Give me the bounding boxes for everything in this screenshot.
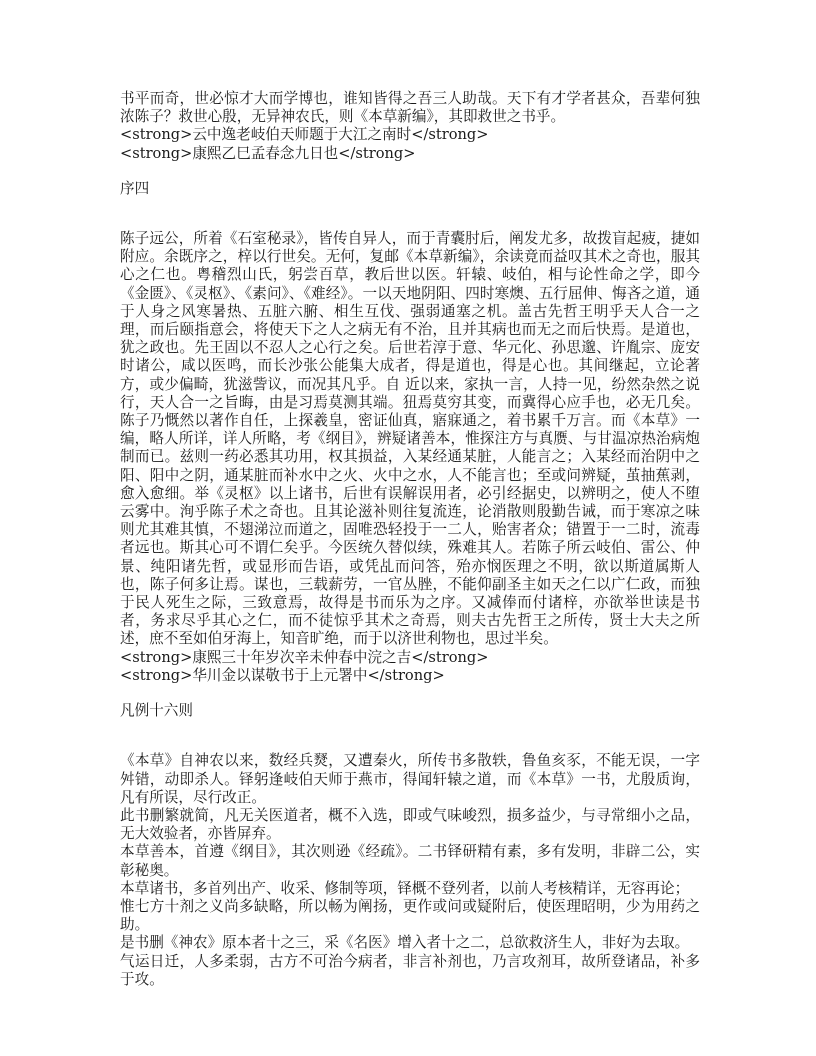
preface-four <box>120 180 700 685</box>
rule-item: 《本草》自神农以来，数经兵燹，又遭秦火，所传书多散轶，鲁鱼亥豕，不能无误，一字舛错，动即杀人。铎躬逢岐伯天师于燕市，得闻轩辕之道，而《本草》一书，尤殷质询，凡有所误，尽行改正。 <box>120 752 700 806</box>
preface-three-closing-paragraph: 书平而奇，世必惊才大而学博也，谁知皆得之吾三人助哉。天下有才学者甚众，吾辈何独浓陈子？救世心殷，无异神农氏，则《本草新编》，其即救世之书乎。 <box>120 90 700 126</box>
preface-four-paragraph: 陈子远公，所着《石室秘录》，皆传自异人，而于青囊肘后，阐发尤多，故拨盲起疲，捷如附应。余既序之，梓以行世矣。无何，复邮《本草新编》，余读竟而益叹其术之奇也，服其心之仁也。粤稽烈山氏，躬尝百草，教后世以医。轩辕、岐伯，相与论性命之学，即今《金匮》、《灵枢》、《素问》、《难经》。一以天地阴阳、四时寒燠、五行屈伸、悔吝之道，通于人身之风寒暑热、五脏六腑、相生互伐、强弱通塞之机。盖古先哲王明乎天人合一之理，而后颐指意会，将使天下之人之病无有不治，且并其病也而无之而后快焉。是道也，犹之政也。先王固以不忍人之心行之矣。后世若淳于意、华元化、孙思邈、许胤宗、庞安时诸公，咸以医鸣，而长沙张公能集大成者，得是道也，得是心也。其间继起，立论著方，或少偏畸，犹滋訾议，而况其凡乎。自 近以来，家执一言，人持一见，纷然杂然之说行，天人合一之旨晦，由是习焉莫测其端。狃焉莫穷其变，而冀得心应手也，必无几矣。陈子乃慨然以著作自任，上探羲皇，密证仙真，寤寐通之，着书累千万言。而《本草》一编，略人所详，详人所略，考《纲目》，辨疑诸善本，惟探注方与真赝、与甘温凉热治病炮制而已。兹则一药必悉其功用，权其损益，入某经通某脏，人能言之；入某经而治阴中之阳、阳中之阴，通某脏而补水中之火、火中之水，人不能言也；至或问辨疑，茧抽蕉剥，愈入愈细。举《灵枢》以上诸书，后世有误解误用者，必引经据史，以辨明之，使人不堕云雾中。洵乎陈子术之奇也。且其论滋补则往复流连，论消散则殷勤告诫，而于寒凉之味则尤其难其慎，不翅涕泣而道之，固唯恐轻投于一二人，贻害者众；错置于一二时，流毒者远也。斯其心可不谓仁矣乎。今医统久替似续，殊难其人。若陈子所云岐伯、雷公、仲景、纯阳诸先哲，或显形而告语，或凭乩而问答，殆亦悯医理之不明，欲以斯道属斯人也，陈子何多让焉。谋也，三载薪劳，一官丛脞，不能仰副圣主如天之仁以广仁政，而独于民人死生之际，三致意焉，故得是书而乐为之序。又减俸而付诸梓，亦欲举世读是书者，务求尽乎其心之仁，而不徒惊乎其术之奇焉，则夫古先哲王之所传，贤士大夫之所述，庶不至如伯牙海上，知音旷绝，而于以济世利物也，思过半矣。 <box>120 230 700 648</box>
general-rules-heading: 凡例十六则 <box>120 702 193 720</box>
general-rules <box>120 702 700 989</box>
preface-three-tail <box>120 90 700 163</box>
rule-item: 惟七方十剂之义尚多缺略，所以畅为阐扬，更作或问或疑附后，使医理昭明，少为用药之助。 <box>120 897 700 934</box>
preface-three-signature-author: <strong>云中逸老岐伯天师题于大江之南时</strong> <box>120 126 489 144</box>
preface-four-heading: 序四 <box>120 179 150 197</box>
rule-item: 本草诸书，多首列出产、收采、修制等项，铎概不登列者，以前人考核精详，无容再论； <box>120 879 690 897</box>
preface-four-signature-date: <strong>康熙三十年岁次辛未仲春中浣之吉</strong> <box>120 648 489 666</box>
document-page <box>120 90 700 989</box>
preface-four-signature-author: <strong>华川金以谋敬书于上元署中</strong> <box>120 666 445 684</box>
rule-item: 是书删《神农》原本者十之三，采《名医》增入者十之二，总欲救济生人，非好为去取。 <box>120 934 690 952</box>
rule-item: 本草善本，首遵《纲目》，其次则逊《经疏》。二书铎研精有素，多有发明，非辟二公，实彰秘奥。 <box>120 843 700 879</box>
rule-item: 气运日迁，人多柔弱，古方不可治今病者，非言补剂也，乃言攻剂耳，故所登诸品，补多于攻。 <box>120 952 700 988</box>
preface-three-signature-date: <strong>康熙乙巳孟春念九日也</strong> <box>120 144 416 162</box>
rule-item: 此书删繁就简，凡无关医道者，概不入选，即或气味峻烈，损多益少，与寻常细小之品，无大效验者，亦皆屏弃。 <box>120 806 700 843</box>
